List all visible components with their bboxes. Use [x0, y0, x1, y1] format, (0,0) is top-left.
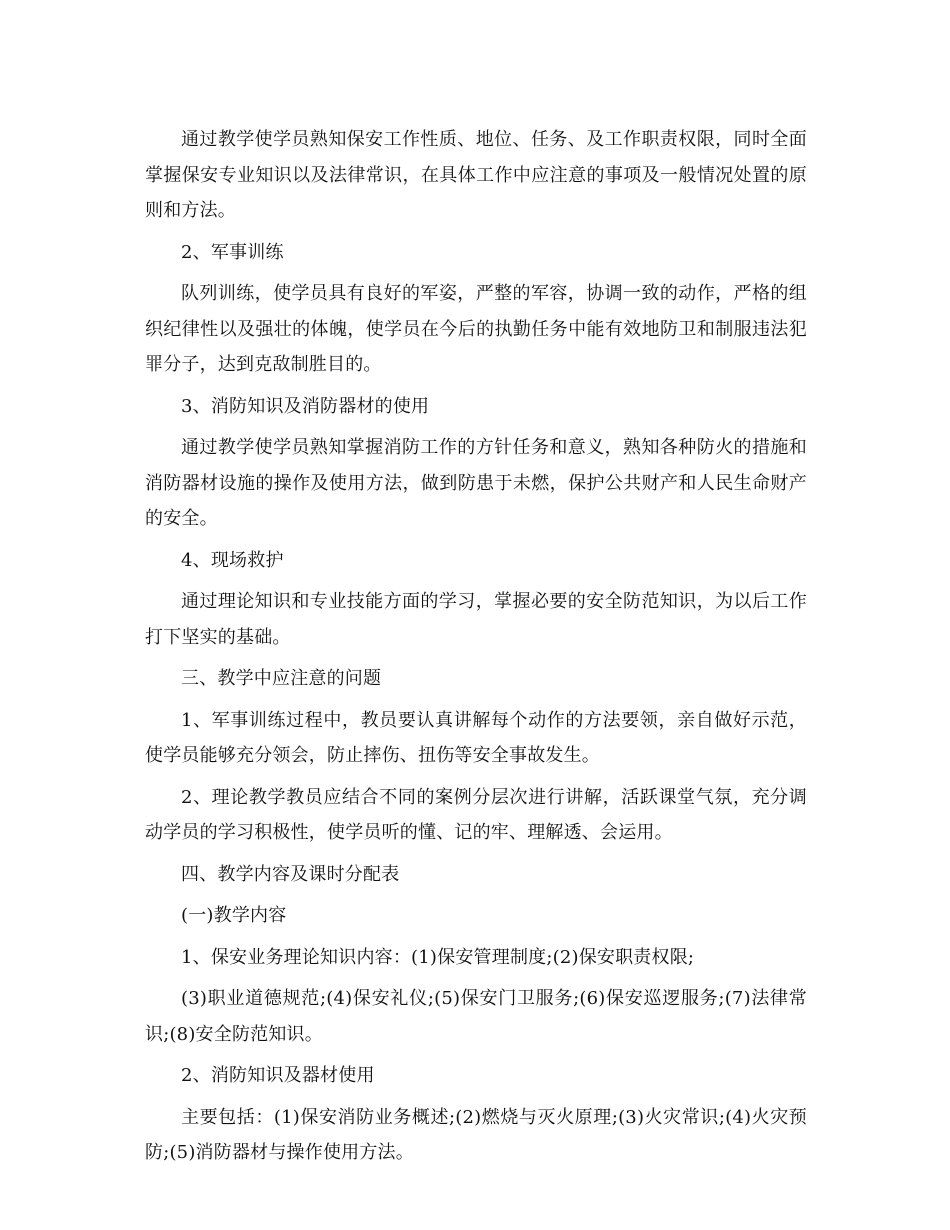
paragraph-issue-1: 1、军事训练过程中，教员要认真讲解每个动作的方法要领，亲自做好示范，使学员能够充分领会，防止摔伤、扭伤等安全事故发生。 — [145, 709, 807, 766]
heading-military-training: 2、军事训练 — [181, 241, 284, 263]
paragraph-theory-content: 1、保安业务理论知识内容：(1)保安管理制度;(2)保安职责权限; — [181, 946, 695, 968]
heading-first-aid: 4、现场救护 — [181, 549, 284, 571]
paragraph-theory-content-cont: (3)职业道德规范;(4)保安礼仪;(5)保安门卫服务;(6)保安巡逻服务;(7)法律常识;(8)安全防范知识。 — [145, 988, 807, 1045]
paragraph-first-aid: 通过理论知识和专业技能方面的学习，掌握必要的安全防范知识，为以后工作打下坚实的基础。 — [145, 591, 807, 648]
paragraph-fire-equipment: 主要包括：(1)保安消防业务概述;(2)燃烧与灭火原理;(3)火灾常识;(4)火灾预防;(5)消防器材与操作使用方法。 — [145, 1106, 807, 1163]
document-body — [145, 122, 807, 1177]
heading-fire-equipment: 2、消防知识及器材使用 — [181, 1065, 375, 1086]
heading-fire-knowledge: 3、消防知识及消防器材的使用 — [181, 395, 430, 417]
heading-teaching-issues: 三、教学中应注意的问题 — [181, 668, 382, 689]
paragraph-military-training: 队列训练，使学员具有良好的军姿，严整的军容，协调一致的动作，严格的组织纪律性以及强壮的体魄，使学员在今后的执勤任务中能有效地防卫和制服违法犯罪分子，达到克敌制胜目的。 — [145, 283, 807, 375]
paragraph-fire-knowledge: 通过教学使学员熟知掌握消防工作的方针任务和意义，熟知各种防火的措施和消防器材设施的操作及使用方法，做到防患于未燃，保护公共财产和人民生命财产的安全。 — [145, 437, 807, 529]
paragraph-training-goal: 通过教学使学员熟知保安工作性质、地位、任务、及工作职责权限，同时全面掌握保安专业知识以及法律常识，在具体工作中应注意的事项及一般情况处置的原则和方法。 — [145, 129, 807, 221]
heading-content-schedule: 四、教学内容及课时分配表 — [181, 863, 400, 885]
heading-teaching-content: (一)教学内容 — [181, 905, 287, 926]
paragraph-issue-2: 2、理论教学教员应结合不同的案例分层次进行讲解，活跃课堂气氛，充分调动学员的学习积极性，使学员听的懂、记的牢、理解透、会运用。 — [145, 786, 807, 843]
